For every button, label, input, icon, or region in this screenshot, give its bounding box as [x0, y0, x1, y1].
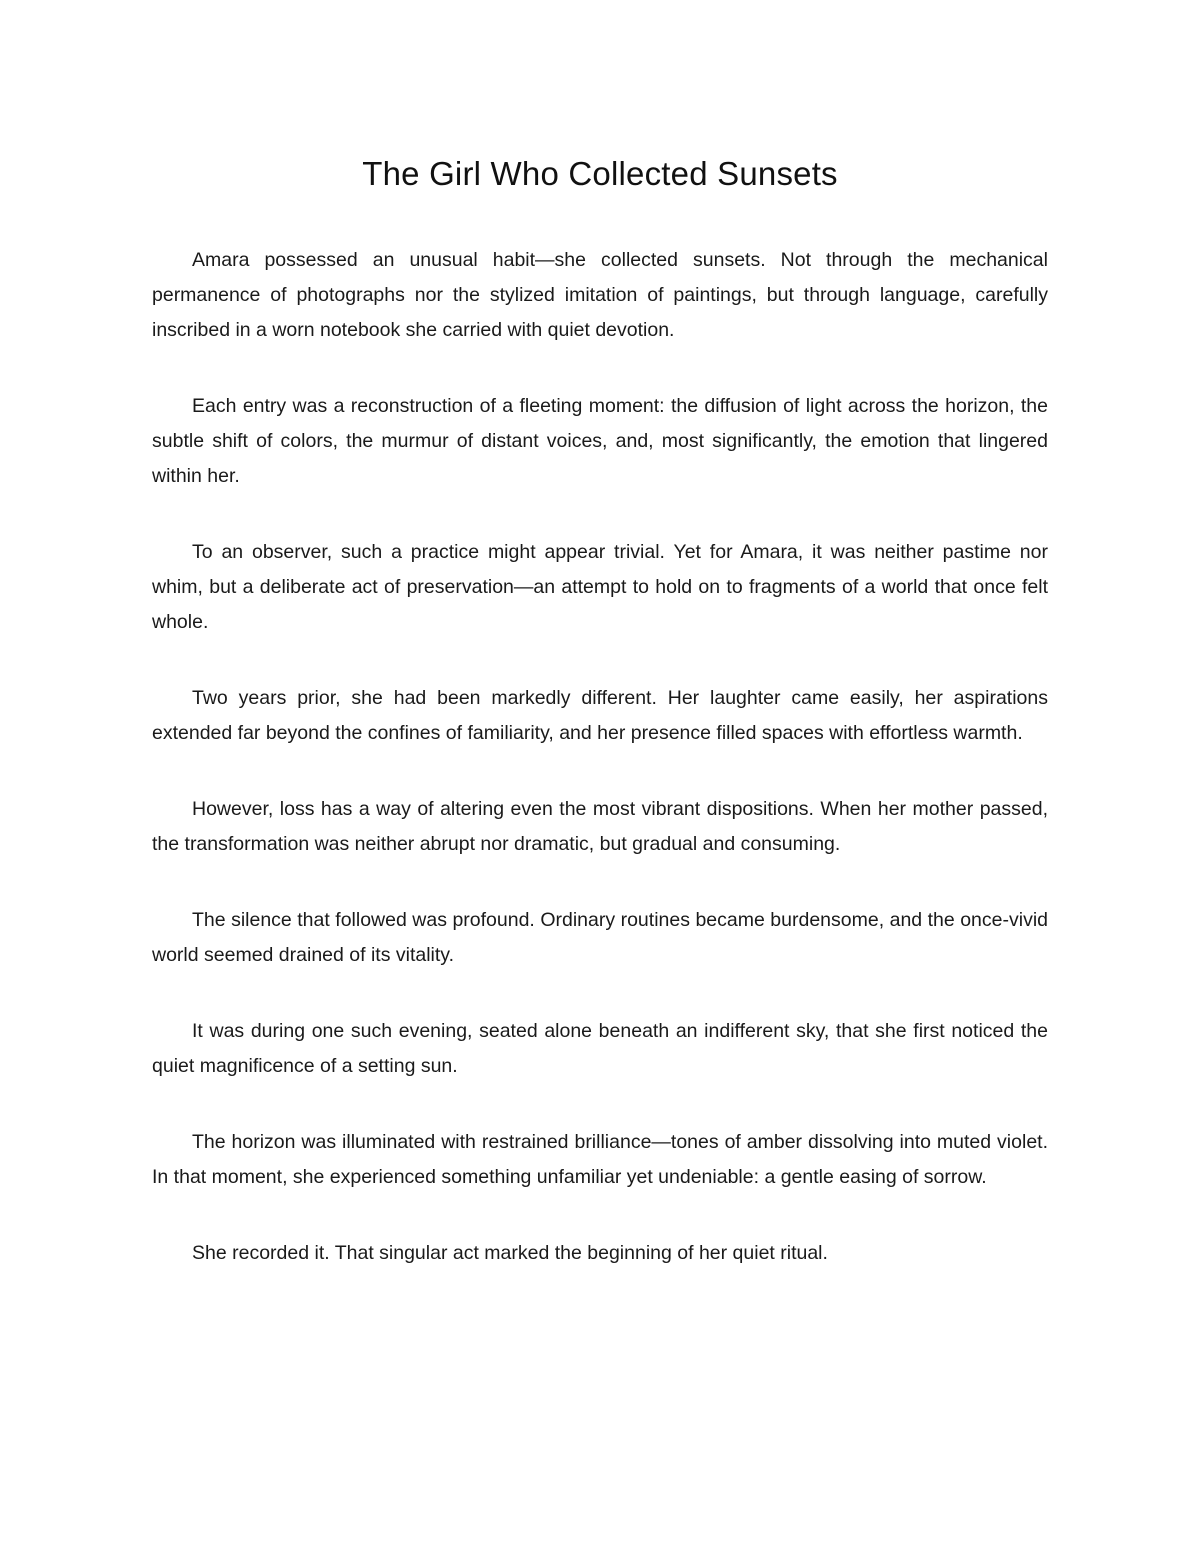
paragraph: The silence that followed was profound. Ordinary routines became burdensome, and the once-vivid world seemed drained of its vitality.: [152, 909, 1048, 966]
document-title: The Girl Who Collected Sunsets: [362, 155, 838, 192]
paragraph: Amara possessed an unusual habit—she collected sunsets. Not through the mechanical permanence of photographs nor the stylized imitation of paintings, but through language, carefully inscribed in a worn notebook she carried with quiet devotion.: [152, 249, 1048, 341]
paragraph: However, loss has a way of altering even the most vibrant dispositions. When her mother passed, the transformation was neither abrupt nor dramatic, but gradual and consuming.: [152, 798, 1048, 855]
paragraph: To an observer, such a practice might appear trivial. Yet for Amara, it was neither pastime nor whim, but a deliberate act of preservation—an attempt to hold on to fragments of a world that once felt whole.: [152, 541, 1048, 633]
paragraph: She recorded it. That singular act marked the beginning of her quiet ritual.: [192, 1242, 828, 1264]
paragraph: The horizon was illuminated with restrained brilliance—tones of amber dissolving into muted violet. In that moment, she experienced something unfamiliar yet undeniable: a gentle easing of sorrow.: [152, 1131, 1048, 1188]
paragraph: Each entry was a reconstruction of a fleeting moment: the diffusion of light across the horizon, the subtle shift of colors, the murmur of distant voices, and, most significantly, the emotion that lingered within her.: [152, 395, 1048, 487]
paragraph: It was during one such evening, seated alone beneath an indifferent sky, that she first noticed the quiet magnificence of a setting sun.: [152, 1020, 1048, 1077]
paragraph: Two years prior, she had been markedly different. Her laughter came easily, her aspirations extended far beyond the confines of familiarity, and her presence filled spaces with effortless warmth.: [152, 687, 1048, 744]
document-body: [152, 243, 1048, 1271]
